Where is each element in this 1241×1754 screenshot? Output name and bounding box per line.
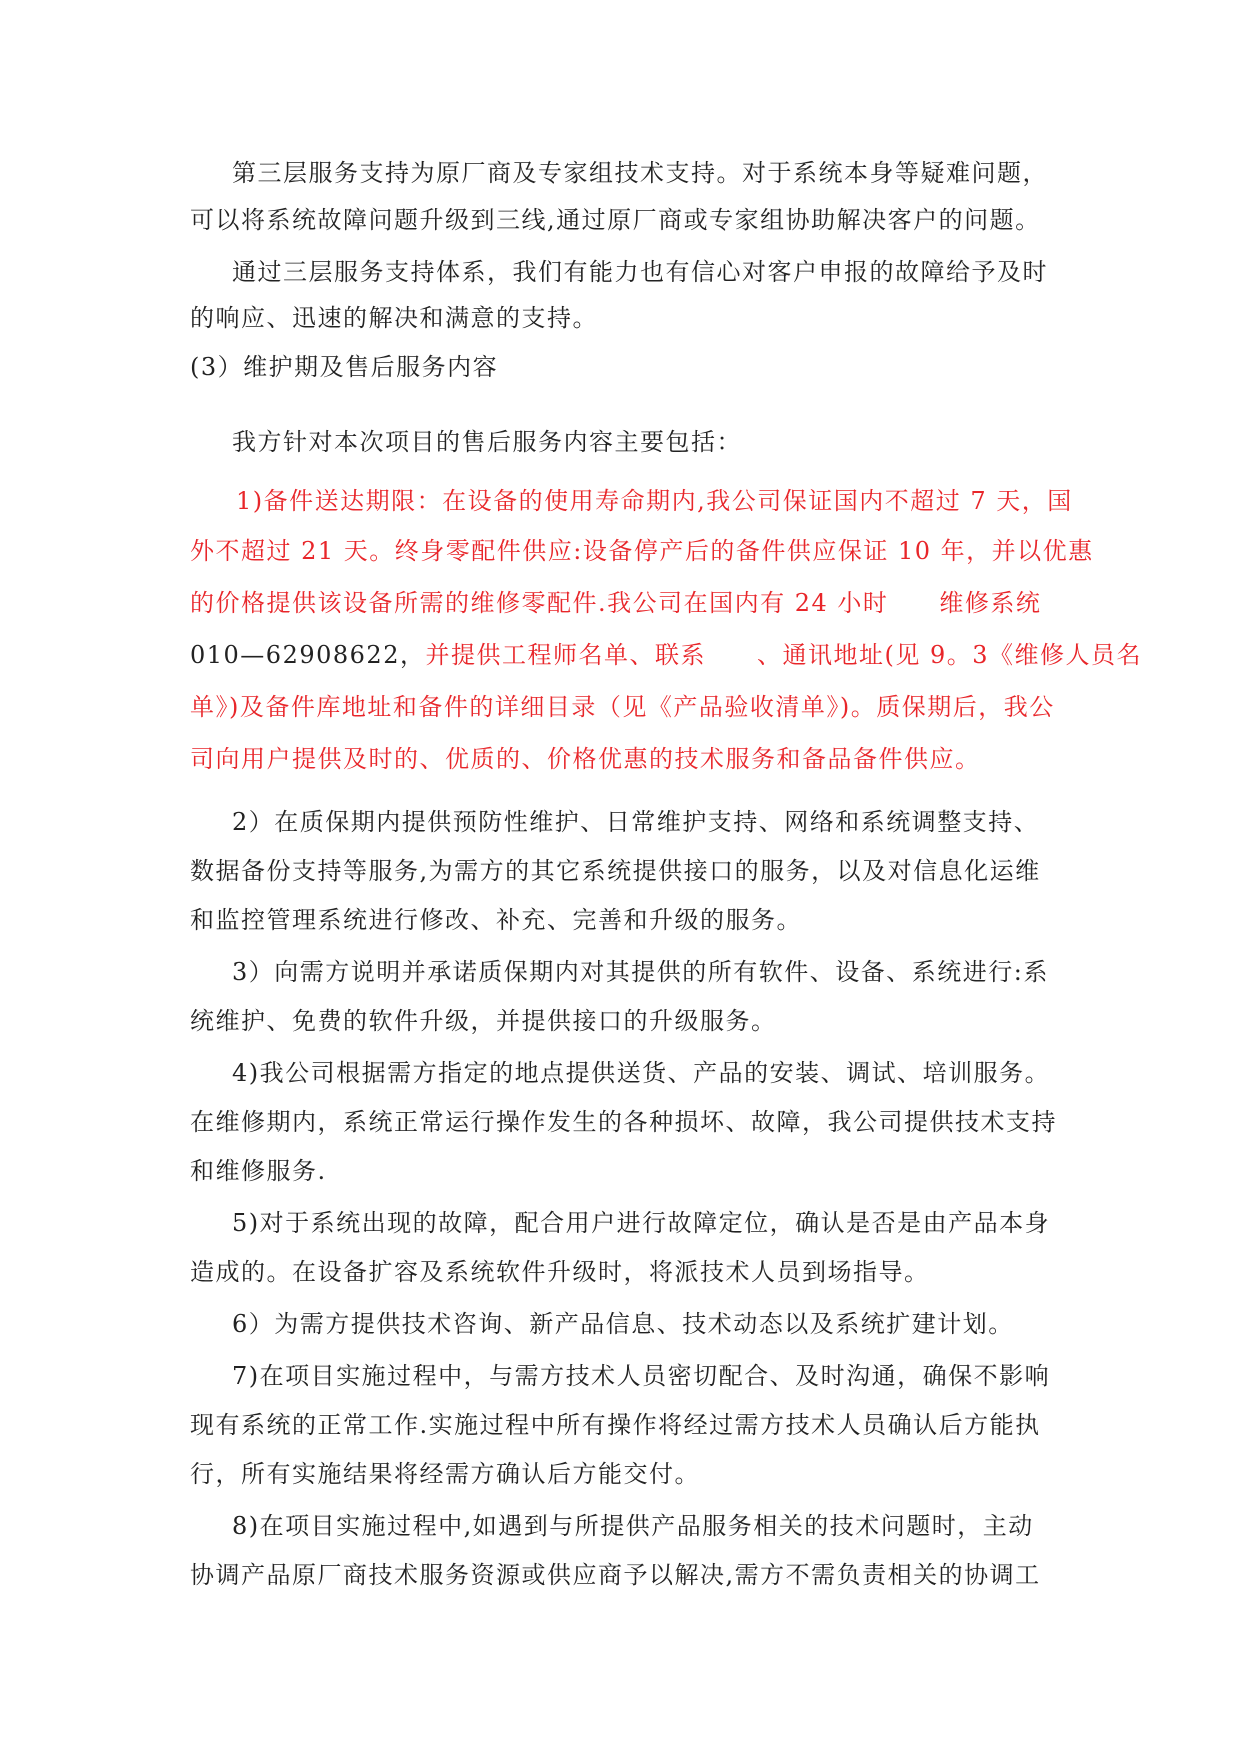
intro-line: 我方针对本次项目的售后服务内容主要包括： [232, 428, 742, 456]
item6-line: 6）为需方提供技术咨询、新产品信息、技术动态以及系统扩建计划。 [232, 1310, 1014, 1338]
item8-line: 8)在项目实施过程中,如遇到与所提供产品服务相关的技术问题时，主动 [232, 1512, 1034, 1540]
item7-line: 现有系统的正常工作.实施过程中所有操作将经过需方技术人员确认后方能执 [190, 1411, 1041, 1439]
item4-line: 在维修期内，系统正常运行操作发生的各种损坏、故障，我公司提供技术支持 [190, 1108, 1057, 1136]
paragraph-line: 第三层服务支持为原厂商及专家组技术支持。对于系统本身等疑难问题， [232, 159, 1048, 187]
item1-line: 1)备件送达期限：在设备的使用寿命期内,我公司保证国内不超过 7 天，国 [236, 487, 1073, 515]
item7-line: 7)在项目实施过程中，与需方技术人员密切配合、及时沟通，确保不影响 [232, 1362, 1051, 1390]
item2-line: 数据备份支持等服务,为需方的其它系统提供接口的服务，以及对信息化运维 [190, 857, 1041, 885]
item4-line: 和维修服务. [190, 1157, 327, 1185]
item2-line: 2）在质保期内提供预防性维护、日常维护支持、网络和系统调整支持、 [232, 808, 1040, 836]
section-heading: (3）维护期及售后服务内容 [190, 353, 499, 381]
paragraph-line: 的响应、迅速的解决和满意的支持。 [190, 304, 598, 332]
item8-line: 协调产品原厂商技术服务资源或供应商予以解决,需方不需负责相关的协调工 [190, 1561, 1041, 1589]
item7-line: 行，所有实施结果将经需方确认后方能交付。 [190, 1460, 700, 1488]
item4-line: 4)我公司根据需方指定的地点提供送货、产品的安装、调试、培训服务。 [232, 1059, 1051, 1087]
item3-line: 统维护、免费的软件升级，并提供接口的升级服务。 [190, 1007, 777, 1035]
item1-line: 司向用户提供及时的、优质的、价格优惠的技术服务和备品备件供应。 [190, 745, 981, 773]
item5-line: 5)对于系统出现的故障，配合用户进行故障定位，确认是否是由产品本身 [232, 1209, 1051, 1237]
item1-line: 外不超过 21 天。终身零配件供应:设备停产后的备件供应保证 10 年，并以优惠 [190, 537, 1094, 565]
item1-text: 并提供工程师名单、联系 、通讯地址(见 9。3《维修人员名 [425, 641, 1142, 669]
item2-line: 和监控管理系统进行修改、补充、完善和升级的服务。 [190, 906, 802, 934]
phone-number: 010—62908622， [190, 641, 426, 669]
paragraph-line: 通过三层服务支持体系，我们有能力也有信心对客户申报的故障给予及时 [232, 258, 1048, 286]
item1-line: 单》)及备件库地址和备件的详细目录（见《产品验收清单》)。质保期后，我公 [190, 693, 1055, 721]
item1-line [190, 640, 1142, 670]
item5-line: 造成的。在设备扩容及系统软件升级时，将派技术人员到场指导。 [190, 1258, 930, 1286]
item1-line: 的价格提供该设备所需的维修零配件.我公司在国内有 24 小时 维修系统 [190, 589, 1042, 617]
paragraph-line: 可以将系统故障问题升级到三线,通过原厂商或专家组协助解决客户的问题。 [190, 206, 1041, 234]
item3-line: 3）向需方说明并承诺质保期内对其提供的所有软件、设备、系统进行:系 [232, 958, 1049, 986]
